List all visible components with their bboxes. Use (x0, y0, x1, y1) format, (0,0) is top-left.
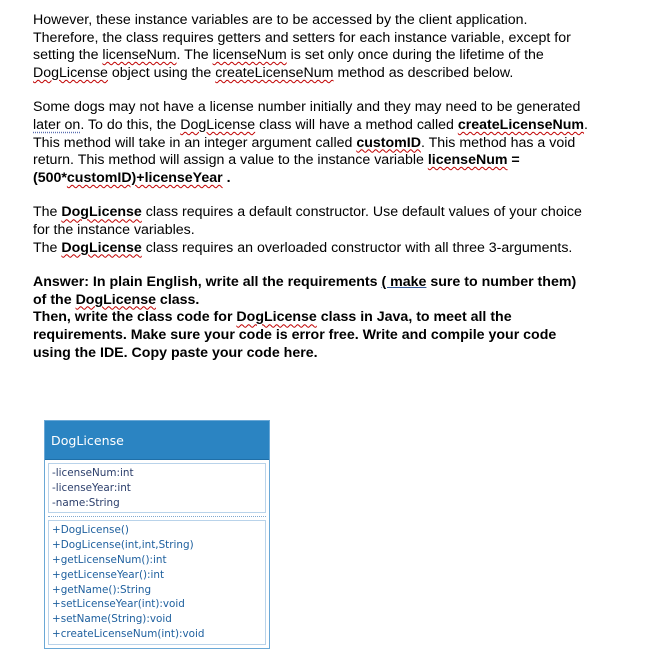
text-run: class requires an overloaded constructor with all three 3-arguments. (141, 239, 573, 256)
text-run-bold: requirements. Make sure your code is error free. Write and compile your code (33, 326, 557, 343)
text-run: method as described below. (333, 64, 514, 81)
uml-attribute: -licenseYear:int (52, 481, 131, 494)
uml-class-name: DogLicense (45, 421, 269, 460)
text-run: class requires a default constructor. Use default values of your choice (141, 204, 582, 221)
uml-operation: +getName():String (52, 583, 152, 596)
uml-operation: +DogLicense() (52, 524, 129, 537)
uml-operation: +setLicenseYear(int):void (52, 598, 185, 611)
text-run: is set only once during the lifetime of the (286, 47, 544, 64)
text-run: The (33, 239, 62, 256)
text-run-bold: using the IDE. Copy paste your code here. (33, 344, 318, 361)
text-run-bold: DogLicense (61, 239, 142, 256)
text-run-spellcheck: createLicenseNum (215, 64, 334, 81)
text-line (33, 65, 633, 83)
text-run: return. This method will assign a value to the instance variable (33, 152, 428, 169)
text-line (33, 240, 633, 258)
text-run: for the instance variables. (33, 221, 195, 238)
text-line (33, 30, 633, 48)
text-line (33, 292, 633, 310)
text-line (33, 222, 633, 240)
text-line (33, 47, 633, 65)
uml-operation: +getLicenseYear():int (52, 568, 165, 581)
text-run: . This method has a void (420, 134, 576, 151)
text-run: class will have a method called (255, 116, 458, 133)
text-line (33, 204, 633, 222)
text-run-bold: . (222, 169, 231, 186)
text-line (33, 309, 633, 327)
text-run: This method will take in an integer argument called (33, 134, 357, 151)
text-run-bold: customID)+licenseYear (66, 169, 223, 186)
text-run-bold: ( make (381, 274, 427, 291)
text-run: The (33, 204, 62, 221)
text-line (33, 170, 633, 188)
uml-operation: +getLicenseNum():int (52, 553, 167, 566)
text-run-grammar: later on (33, 116, 81, 133)
uml-attributes-section (48, 463, 266, 513)
text-run: . (584, 116, 588, 133)
text-run: setting the (33, 47, 103, 64)
text-line (33, 135, 633, 153)
text-run: Some dogs may not have a license number initially and they may need to be generated (33, 99, 581, 116)
paragraph-accessors (33, 12, 633, 82)
uml-class-diagram (44, 420, 270, 649)
text-line (33, 345, 633, 363)
uml-operations-section (48, 520, 266, 644)
text-run-bold: createLicenseNum (457, 116, 585, 133)
uml-divider (48, 516, 266, 517)
text-run-bold: customID (356, 134, 421, 151)
text-run-bold: DogLicense (61, 204, 142, 221)
paragraph-create-license (33, 99, 633, 187)
text-run: Therefore, the class requires getters and setters for each instance variable, except for (33, 29, 571, 46)
document-body (33, 12, 633, 362)
text-run-bold: of the (33, 291, 76, 308)
text-run: . The (176, 47, 213, 64)
text-run-bold: (500* (33, 169, 67, 186)
text-line (33, 99, 633, 117)
text-run-bold: Answer: In plain English, write all the requirements (33, 274, 382, 291)
text-run: However, these instance variables are to be accessed by the client application. (33, 12, 528, 28)
text-run-bold: class in Java, to meet all the (316, 309, 512, 326)
text-line (33, 152, 633, 170)
text-run: . To do this, the (80, 116, 181, 133)
text-run-bold: DogLicense (236, 309, 317, 326)
text-run-bold: class. (155, 291, 200, 308)
text-line (33, 117, 633, 135)
uml-attribute: -licenseNum:int (52, 467, 134, 479)
uml-operation: +setName(String):void (52, 613, 172, 626)
text-run-spellcheck: DogLicense (180, 116, 256, 133)
text-run-spellcheck: licenseNum (212, 47, 287, 64)
text-run-bold: = (507, 152, 520, 169)
text-run-bold: DogLicense (75, 291, 156, 308)
text-run-spellcheck: DogLicense (33, 64, 108, 81)
text-line (33, 327, 633, 345)
text-run: object using the (107, 64, 216, 81)
text-line (33, 12, 633, 30)
text-line (33, 274, 633, 292)
paragraph-answer-instructions (33, 274, 633, 362)
text-run-bold: licenseNum (427, 152, 508, 169)
uml-attribute: -name:String (52, 496, 120, 509)
text-run-bold: sure to number them) (426, 274, 577, 291)
paragraph-constructors (33, 204, 633, 257)
text-run-bold: Then, write the class code for (33, 309, 237, 326)
uml-operation: +DogLicense(int,int,String) (52, 539, 194, 552)
text-run-spellcheck: licenseNum (102, 47, 177, 64)
uml-operation: +createLicenseNum(int):void (52, 627, 205, 640)
